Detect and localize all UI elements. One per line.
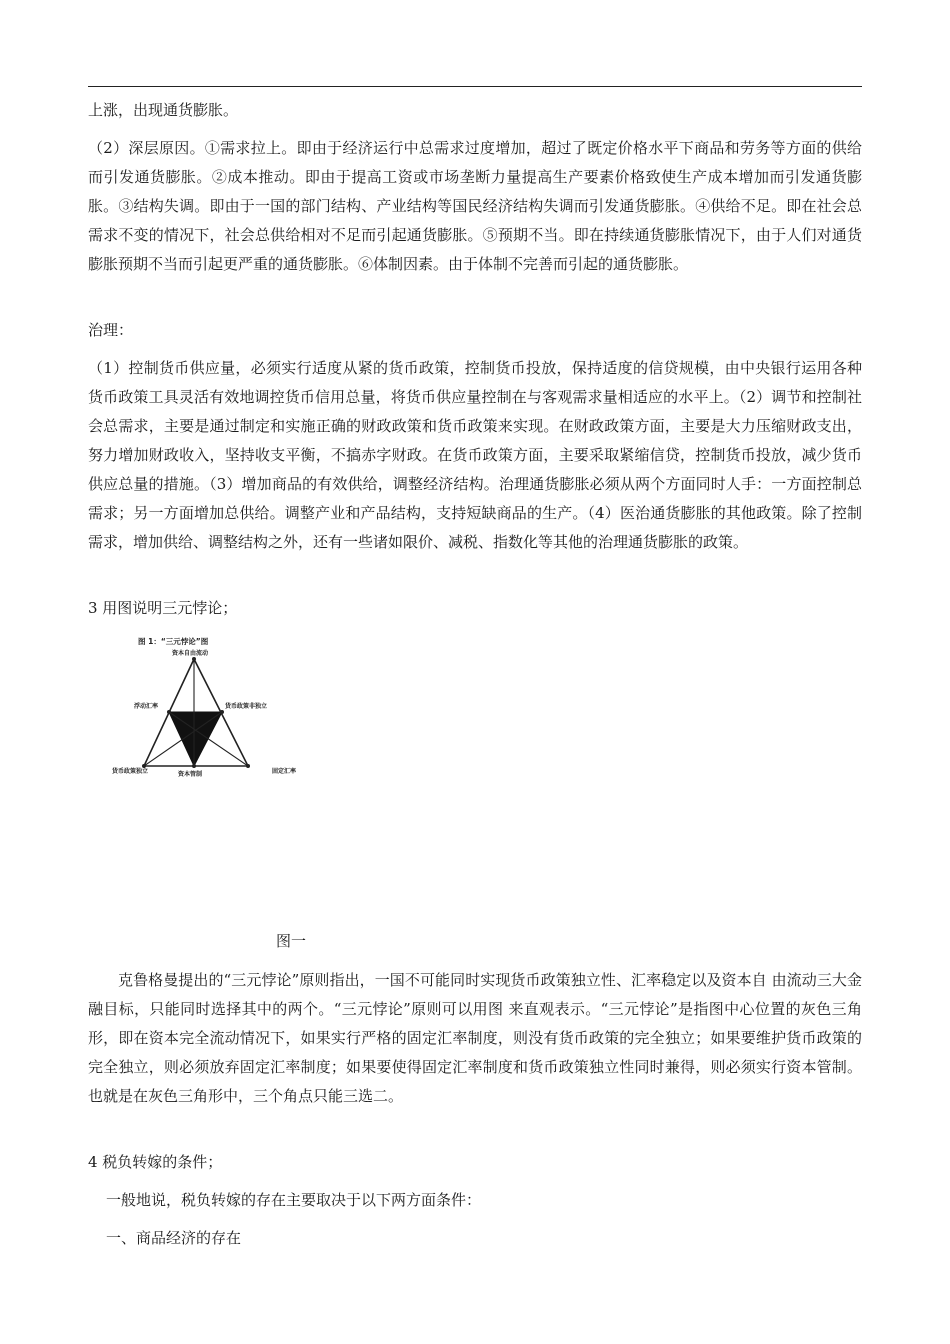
trilemma-figure xyxy=(112,628,302,788)
label-monetary-independent: 货币政策独立 xyxy=(112,768,149,775)
paragraph-tax-shift-intro: 一般地说，税负转嫁的存在主要取决于以下两方面条件： xyxy=(106,1191,482,1209)
center-triangle xyxy=(169,712,222,766)
label-floating-rate: 浮动汇率 xyxy=(134,703,159,710)
figure-title: 图 1：“三元悖论”图 xyxy=(138,637,209,646)
label-capital-mobility: 资本自由流动 xyxy=(172,650,209,657)
paragraph-deep-causes: （2）深层原因。①需求拉上。即由于经济运行中总需求过度增加，超过了既定价格水平下商品和劳务等方面的供给而引发通货膨胀。②成本推动。即由于提高工资或市场垄断力量提高生产要素价格致使生产成本增加而引发通货膨胀。③结构失调。即由于一国的部门结构、产业结构等国民经济结构失调而引发通货膨胀。④供给不足。即在社会总需求不变的情况下，社会总供给相对不足而引起通货膨胀。⑤预期不当。即在持续通货膨胀情况下，由于人们对通货膨胀预期不当而引起更严重的通货膨胀。⑥体制因素。由于体制不完善而引起的通货膨胀。 xyxy=(88,139,862,273)
label-monetary-nonindependent: 货币政策非独立 xyxy=(225,703,268,710)
paragraph-question-3: 3 用图说明三元悖论； xyxy=(88,599,238,617)
paragraph-1: 上涨，出现通货膨胀。 xyxy=(88,101,239,119)
paragraph-commodity-economy: 一、商品经济的存在 xyxy=(106,1229,242,1247)
paragraph-trilemma-explanation: 克鲁格曼提出的“三元悖论”原则指出，一国不可能同时实现货币政策独立性、汇率稳定以及资本自 由流动三大金融目标，只能同时选择其中的两个。“三元悖论”原则可以用图 来直观表示。“三元悖论”是指图中心位置的灰色三角形，即在资本完全流动情况下，如果实行严格的固定汇率制度，则没有货币政策的完全独立；如果要维护货币政策的完全独立，则必须放弃固定汇率制度；如果要使得固定汇率制度和货币政策独立性同时兼得，则必须实行资本管制。也就是在灰色三角形中，三个角点只能三选二。 xyxy=(88,971,862,1105)
paragraph-governance-heading: 治理： xyxy=(88,321,134,339)
header-rule xyxy=(88,86,862,87)
paragraph-question-4: 4 税负转嫁的条件； xyxy=(88,1153,223,1171)
label-fixed-rate: 固定汇率 xyxy=(272,768,297,775)
figure-caption: 图一 xyxy=(276,932,307,950)
paragraph-governance-measures: （1）控制货币供应量，必须实行适度从紧的货币政策，控制货币投放，保持适度的信贷规模，由中央银行运用各种货币政策工具灵活有效地调控货币信用总量，将货币供应量控制在与客观需求量相适应的水平上。（2）调节和控制社会总需求，主要是通过制定和实施正确的财政政策和货币政策来实现。在财政政策方面，主要是大力压缩财政支出，努力增加财政收入，坚持收支平衡，不搞赤字财政。在货币政策方面，主要采取紧缩信贷，控制货币投放，减少货币供应总量的措施。（3）增加商品的有效供给，调整经济结构。治理通货膨胀必须从两个方面同时人手：一方面控制总需求；另一方面增加总供给。调整产业和产品结构，支持短缺商品的生产。（4）医治通货膨胀的其他政策。除了控制需求，增加供给、调整结构之外，还有一些诸如限价、减税、指数化等其他的治理通货膨胀的政策。 xyxy=(88,359,862,551)
label-capital-control: 资本管制 xyxy=(178,771,203,778)
